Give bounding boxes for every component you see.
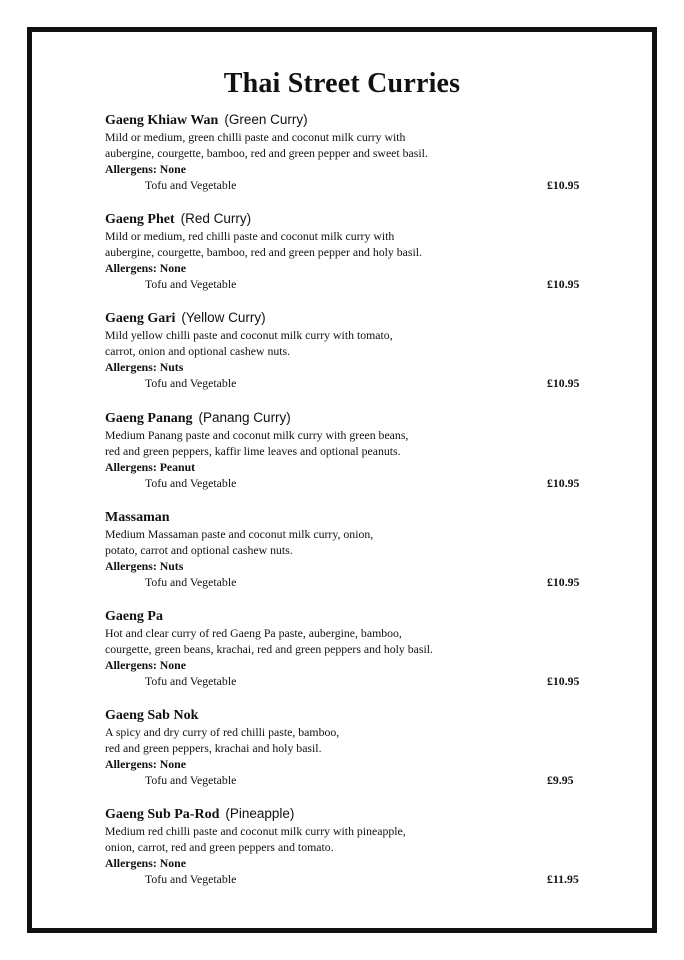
item-option: Tofu and Vegetable [145,574,237,589]
item-name: Gaeng Sab Nok [105,708,199,724]
item-allergens: Allergens: None [105,856,186,871]
item-heading [105,706,590,724]
menu-item [105,111,590,210]
menu-frame [27,27,657,933]
item-description-line: courgette, green beans, krachai, red and green peppers and holy basil. [105,641,433,656]
item-heading [105,607,590,625]
item-description-line: potato, carrot and optional cashew nuts. [105,542,293,557]
item-name: Gaeng Khiaw Wan [105,113,219,128]
item-description-line: Medium red chilli paste and coconut milk curry with pineapple, [105,824,406,839]
item-option: Tofu and Vegetable [145,178,237,192]
item-subtitle: (Panang Curry) [198,409,291,425]
item-option: Tofu and Vegetable [145,475,237,490]
item-name: Massaman [105,509,170,525]
item-heading [105,508,590,526]
item-description-line: aubergine, courgette, bamboo, red and green pepper and holy basil. [105,245,422,260]
item-description-line: red and green peppers, kaffir lime leaves and optional peanuts. [105,443,401,458]
menu-item [105,210,590,309]
menu-items [105,111,590,905]
item-option-row [105,772,590,789]
item-description-line: red and green peppers, krachai and holy basil. [105,741,322,756]
menu-item [105,409,590,508]
item-option-row [105,574,590,591]
item-option-row [105,375,590,392]
item-price: £10.95 [547,475,580,490]
item-option-row [105,673,590,690]
item-price: £9.95 [547,773,574,788]
item-description-line: onion, carrot, red and green peppers and tomato. [105,840,334,855]
item-price: £10.95 [547,376,580,391]
item-allergens: Allergens: None [105,261,186,276]
item-heading [105,210,590,228]
item-subtitle: (Red Curry) [180,211,252,227]
item-name: Gaeng Phet [105,212,175,228]
item-name: Gaeng Pa [105,608,163,624]
item-option-row [105,871,590,888]
menu-item [105,805,590,904]
item-option-row [105,475,590,492]
item-option: Tofu and Vegetable [145,376,237,391]
item-description-line: Mild yellow chilli paste and coconut milk curry with tomato, [105,328,393,343]
item-allergens: Allergens: Nuts [105,558,184,573]
item-heading [105,805,590,823]
page-title: Thai Street Curries [223,68,461,99]
item-description-line: Hot and clear curry of red Gaeng Pa paste, aubergine, bamboo, [105,625,402,640]
item-description-line: carrot, onion and optional cashew nuts. [105,344,291,359]
item-heading [105,111,590,129]
item-price: £10.95 [547,178,580,192]
menu-item [105,607,590,706]
item-description-line: Mild or medium, green chilli paste and coconut milk curry with [105,130,406,144]
item-name: Gaeng Panang [105,410,193,426]
item-heading [105,409,590,427]
menu-item [105,508,590,607]
menu-item [105,706,590,805]
item-name: Gaeng Gari [105,311,176,327]
item-description-line: Medium Massaman paste and coconut milk curry, onion, [105,526,374,541]
item-subtitle: (Green Curry) [224,112,308,127]
item-allergens: Allergens: None [105,162,186,176]
item-allergens: Allergens: Nuts [105,360,184,375]
item-allergens: Allergens: Peanut [105,459,196,474]
item-heading [105,309,590,327]
item-subtitle: (Pineapple) [225,806,295,822]
item-name: Gaeng Sub Pa-Rod [105,807,220,823]
item-subtitle: (Yellow Curry) [181,310,266,326]
item-description-line: Mild or medium, red chilli paste and coconut milk curry with [105,229,395,244]
item-price: £10.95 [547,574,580,589]
item-option: Tofu and Vegetable [145,773,237,788]
item-description-line: Medium Panang paste and coconut milk curry with green beans, [105,427,409,442]
item-description-line: A spicy and dry curry of red chilli paste, bamboo, [105,725,340,740]
item-price: £10.95 [547,277,580,292]
item-allergens: Allergens: None [105,657,186,672]
item-option: Tofu and Vegetable [145,277,237,292]
item-option-row [105,177,590,194]
item-option-row [105,276,590,293]
item-option: Tofu and Vegetable [145,673,237,688]
item-price: £10.95 [547,673,580,688]
item-description-line: aubergine, courgette, bamboo, red and green pepper and sweet basil. [105,146,428,160]
item-option: Tofu and Vegetable [145,872,237,887]
item-allergens: Allergens: None [105,757,186,772]
item-price: £11.95 [547,872,579,887]
menu-item [105,309,590,408]
